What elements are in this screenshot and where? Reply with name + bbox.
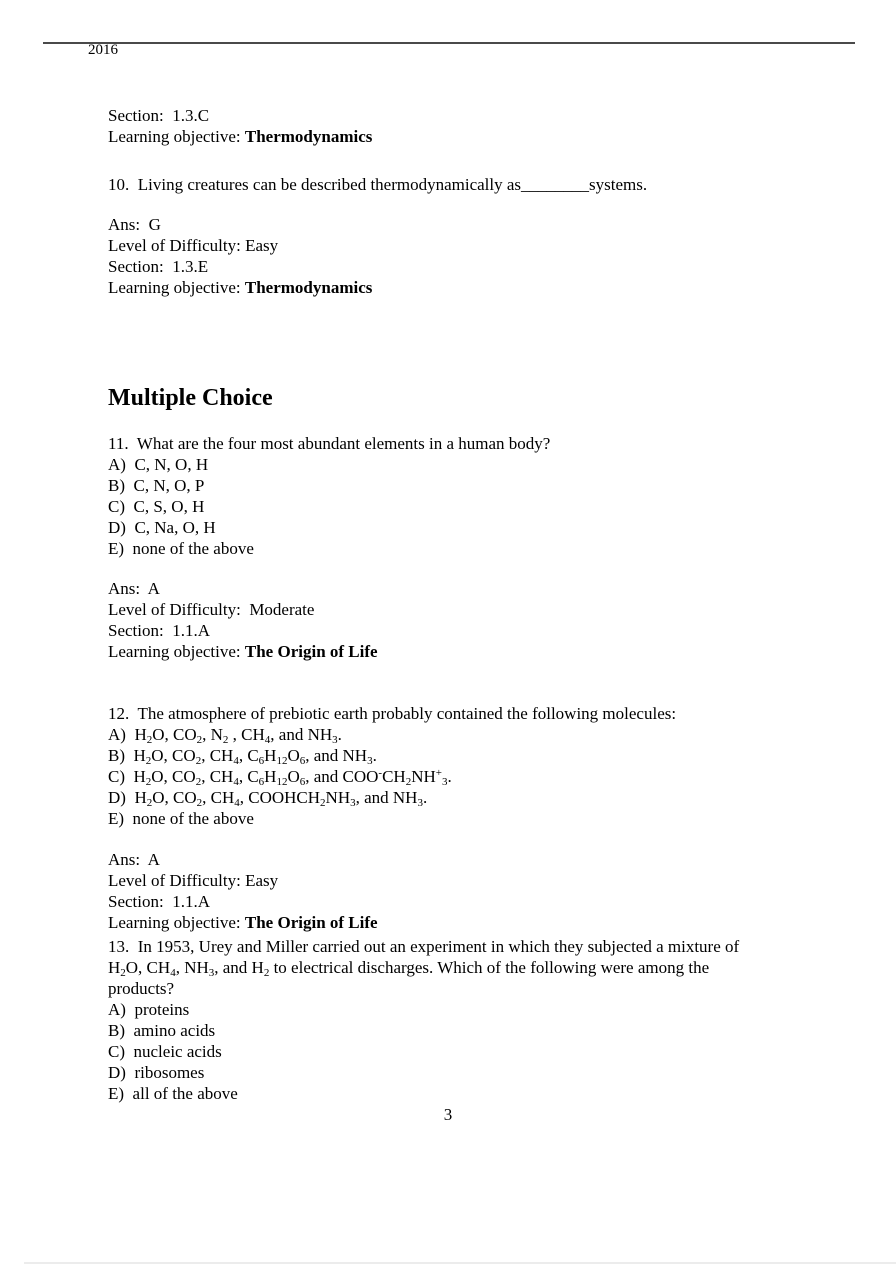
section-line: Section: 1.1.A	[108, 892, 210, 911]
year-label: 2016	[88, 42, 118, 58]
objective-value: The Origin of Life	[244, 913, 378, 932]
question10-meta	[108, 214, 863, 298]
option: B) $H_2O$, $CO_2$, $CH_4$, $C_6H_{12}O_6$, and $NH_3$.	[108, 746, 377, 767]
question13-line3: products?	[108, 979, 175, 998]
objective-line	[108, 641, 863, 662]
question10-text: 10. Living creatures can be described thermodynamically as________systems.	[108, 175, 648, 194]
option: A) $H_2O$, $CO_2$, $N_2$ , $CH_4$, and $NH_3$.	[108, 725, 342, 746]
difficulty-line: Level of Difficulty: Easy	[108, 871, 279, 890]
question9-meta	[108, 105, 863, 147]
footer-rule	[24, 1262, 896, 1264]
question11-meta	[108, 578, 863, 662]
option: B) C, N, O, P	[108, 476, 205, 495]
option: C) $H_2O$, $CO_2$, $CH_4$, $C_6H_{12}O_6$, and $COO^-CH_2NH^+_3$.	[108, 767, 452, 788]
option: D) ribosomes	[108, 1063, 205, 1082]
option: E) none of the above	[108, 809, 254, 828]
header-rule	[43, 42, 855, 44]
section-heading: Multiple Choice	[108, 385, 273, 411]
answer-line: Ans: A	[108, 850, 160, 869]
question13-line1: 13. In 1953, Urey and Miller carried out an experiment in which they subjected a mixture of	[108, 937, 740, 956]
answer-line: Ans: A	[108, 579, 160, 598]
answer-line: Ans: G	[108, 215, 161, 234]
section-line: Section: 1.1.A	[108, 621, 210, 640]
option: D) $H_2O$, $CO_2$, $CH_4$, $COOHCH_2NH_3$, and $NH_3$.	[108, 788, 428, 809]
objective-label: Learning objective:	[108, 913, 245, 932]
question11-options	[108, 454, 863, 559]
objective-value: Thermodynamics	[244, 278, 373, 297]
option: E) none of the above	[108, 539, 254, 558]
objective-line	[108, 277, 863, 298]
section-line: Section: 1.3.C	[108, 106, 210, 125]
question11-text: 11. What are the four most abundant elements in a human body?	[108, 434, 551, 453]
option: E) all of the above	[108, 1084, 238, 1103]
question13-options	[108, 999, 863, 1104]
objective-line	[108, 912, 863, 933]
question12-text: 12. The atmosphere of prebiotic earth probably contained the following molecules:	[108, 704, 677, 723]
question12-options	[108, 724, 863, 829]
section-line: Section: 1.3.E	[108, 257, 209, 276]
objective-label: Learning objective:	[108, 278, 245, 297]
objective-label: Learning objective:	[108, 642, 245, 661]
option: B) amino acids	[108, 1021, 216, 1040]
option: A) proteins	[108, 1000, 190, 1019]
option: C) C, S, O, H	[108, 497, 205, 516]
question13-line2: $H_2O$, $CH_4$, $NH_3$, and $H_2$ to electrical discharges. Which of the following were among the	[108, 958, 710, 979]
question12-meta	[108, 849, 863, 933]
objective-line	[108, 126, 863, 147]
objective-label: Learning objective:	[108, 127, 245, 146]
difficulty-line: Level of Difficulty: Easy	[108, 236, 279, 255]
question13-text	[108, 936, 863, 999]
objective-value: The Origin of Life	[244, 642, 378, 661]
page-number: 3	[443, 1105, 453, 1124]
difficulty-line: Level of Difficulty: Moderate	[108, 600, 315, 619]
option: D) C, Na, O, H	[108, 518, 216, 537]
option: C) nucleic acids	[108, 1042, 222, 1061]
page-content	[108, 105, 863, 1104]
objective-value: Thermodynamics	[244, 127, 373, 146]
option: A) C, N, O, H	[108, 455, 209, 474]
